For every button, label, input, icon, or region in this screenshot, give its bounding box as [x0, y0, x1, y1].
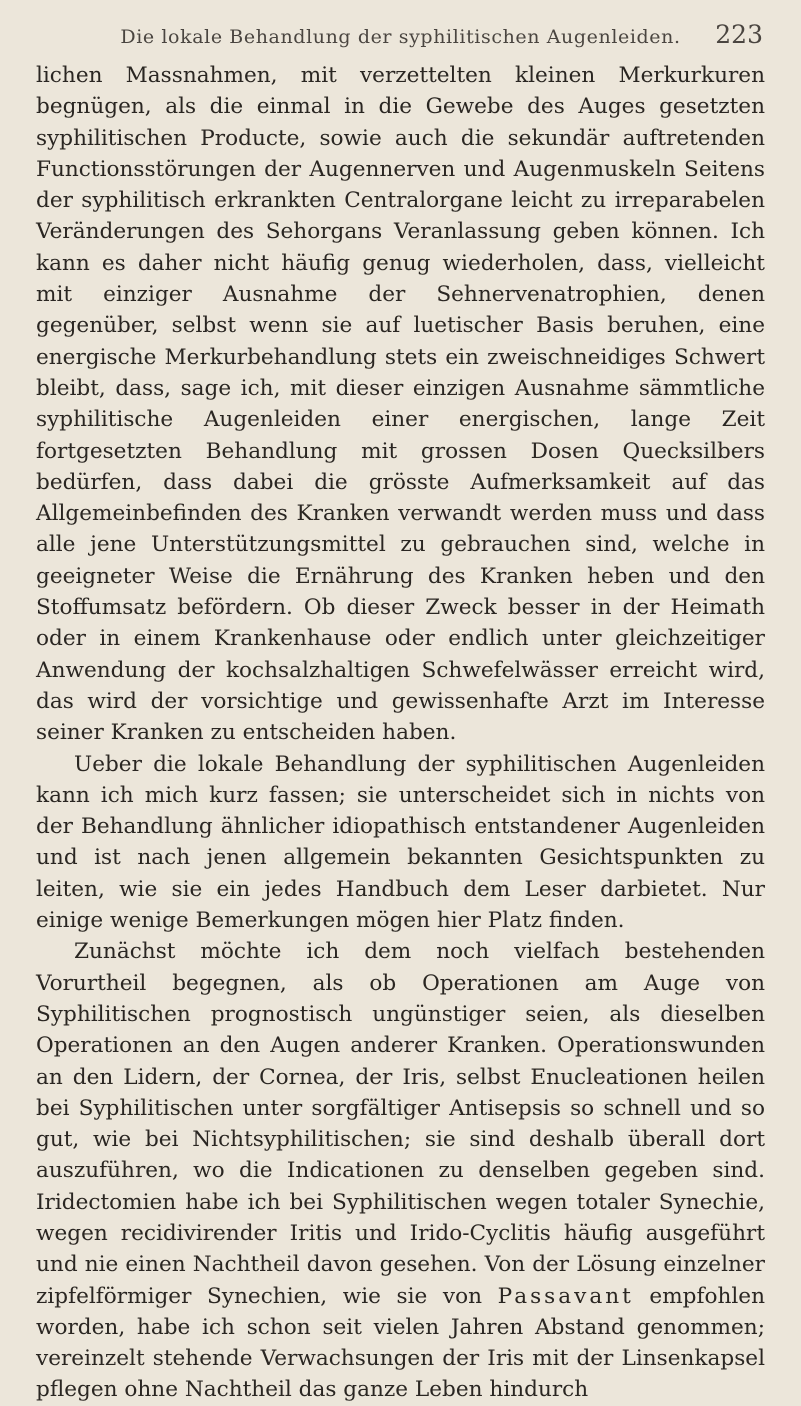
body-text [36, 60, 765, 1406]
page-number: 223 [715, 20, 763, 49]
page-header [36, 16, 765, 60]
running-title: Die lokale Behandlung der syphilitischen Augenleiden. [120, 26, 681, 48]
paragraph-1: lichen Massnahmen, mit verzettelten kleinen Merkurkuren begnügen, als die einmal in die Gewebe des Auges gesetzten syphilitischen Producte, sowie auch die sekundär auftretenden Functionsstörungen der Augennerven und Augenmuskeln Seitens der syphilitisch erkrankten Centralorgane leicht zu irreparabelen Veränderungen des Sehorgans Veranlassung geben können. Ich kann es daher nicht häufig genug wiederholen, dass, vielleicht mit einziger Ausnahme der Sehnervenatrophien, denen gegenüber, selbst wenn sie auf luetischer Basis beruhen, eine energische Merkurbehandlung stets ein zweischneidiges Schwert bleibt, dass, sage ich, mit dieser einzigen Ausnahme sämmtliche syphilitische Augenleiden einer energischen, lange Zeit fortgesetzten Behandlung mit grossen Dosen Quecksilbers bedürfen, dass dabei die grösste Aufmerksamkeit auf das Allgemeinbefinden des Kranken verwandt werden muss und dass alle jene Unterstützungsmittel zu gebrauchen sind, welche in geeigneter Weise die Ernährung des Kranken heben und den Stoffumsatz befördern. Ob dieser Zweck besser in der Heimath oder in einem Krankenhause oder endlich unter gleichzeitiger Anwendung der kochsalzhaltigen Schwefelwässer erreicht wird, das wird der vorsichtige und gewissenhafte Arzt im Interesse seiner Kranken zu entscheiden haben. [36, 63, 765, 746]
paragraph-2: Ueber die lokale Behandlung der syphilitischen Augenleiden kann ich mich kurz fassen; sie unterscheidet sich in nichts von der Behandlung ähnlicher idiopathisch entstandener Augenleiden und ist nach jenen allgemein bekannten Gesichtspunkten zu leiten, wie sie ein jedes Handbuch dem Leser darbietet. Nur einige wenige Bemerkungen mögen hier Platz finden. [36, 751, 765, 934]
paragraph-3-text-a: Zunächst möchte ich dem noch vielfach bestehenden Vorurtheil begegnen, als ob Operationen am Auge von Syphilitischen prognostisch ungünstiger seien, als dieselben Operationen an den Augen anderer Kranken. Operationswunden an den Lidern, der Cornea, der Iris, selbst Enucleationen heilen bei Syphilitischen unter sorgfältiger Antisepsis so schnell und so gut, wie bei Nichtsyphilitischen; sie sind deshalb überall dort auszuführen, wo die Indicationen zu denselben gegeben sind. Iridectomien habe ich bei Syphilitischen wegen totaler Synechie, wegen recidivirender Iritis und Irido-Cyclitis häufig ausgeführt und nie einen Nachtheil davon gesehen. Von der Lösung einzelner zipfelförmiger Synechien, wie sie von [36, 939, 765, 1309]
paragraph-3-text-b: empfohlen worden, habe ich schon seit vielen Jahren Abstand genommen; vereinzelt stehende Verwachsungen der Iris mit der Linsenkapsel pflegen ohne Nachtheil das ganze Leben hindurch [36, 1283, 765, 1403]
paragraph-3 [36, 936, 765, 1405]
author-name-passavant: Passavant [497, 1283, 634, 1309]
